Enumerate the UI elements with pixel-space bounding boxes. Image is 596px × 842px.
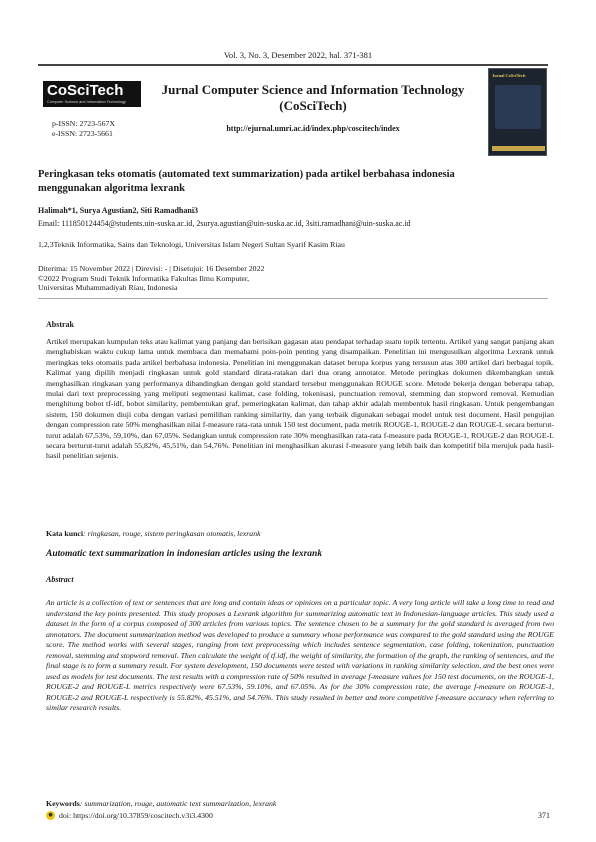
abstrak-heading: Abstrak [46,320,75,329]
journal-title-line1: Jurnal Computer Science and Information Technology [161,82,465,97]
paper-title-line1: Peringkasan teks otomatis (automated text summarization) pada artikel berbahasa indonesia [38,169,455,180]
abstract-heading: Abstract [46,575,74,584]
electronic-issn: e-ISSN: 2723-5661 [52,129,113,138]
section-divider [38,298,548,299]
abstract-text: An article is a collection of text or sentences that are long and contain ideas or opinions on a particular topic. A very long article will take a long time to read and understand the key points presented. This study proposes a Lexrank algorithm for summarizing automatic text in Indonesian-language articles. This study used a dataset in the form of a corpus composed of 300 articles from various topics. The sentence chosen to be a summary for the gold standard is averaged from two annotators. The document summarization method was developed to produce a summary whose performance was compared to the gold standard using the ROUGE score. The method works with several stages, ranging from text preprocessing which includes sentence segmentation, case folding, tokenization, punctuation removal, stemming and stopword removal. Then calculate the weight of tf.idf, the weight of similarity, the formation of the graph, the ranking of sentences, and the final stage is to form a summary result. For system development, 150 documents were tested with variations in ranking similarity selection, and the best ones were used as models for test documents. The test results with a compression rate of 50% resulted in average f-measure values for 150 test documents, on the ROUGE-1, ROUGE-2 and ROUGE-L metrics respectively were 67.53%, 59.10%, and 67.05%. As for the 30% compression rate, the average f-measure on ROUGE-1, ROUGE-2 and ROUGE-L respectively is 55.82%, 45.51%, and 54.76%. This study resulted in better and more competitive f-measure accuracy when referring to similar research results. [46,598,554,712]
logo-text: CoSciTech [47,82,124,99]
doi-line[interactable] [46,811,213,820]
journal-title-line2: (CoSciTech) [279,98,347,113]
abstrak-text: Artikel merupakan kumpulan teks atau kalimat yang panjang dan berisikan gagasan atau pendapat terhadap suatu topik tertentu. Artikel yang sangat panjang akan menghabiskan waktu cukup lama untuk membaca dan memahami poin-poin penting yang disampaikan. Penelitian ini mengusulkan algoritma Lexrank untuk meringkas teks otomatis pada artikel berbahasa indonesia. Penelitian ini menggunakan dataset berupa korpus yang tersusun atas 300 artikel dari berbagai topik. Kalimat yang dipilih menjadi ringkasan untuk gold standard dirata-ratakan dari dua orang annotator. Metode peringkas dokumen dikembangkan untuk menghasilkan ringkasan yang performanya dibandingkan dengan gold standard tersebut menggunakan ROUGE score. Metode bekerja dengan beberapa tahap, mulai dari text preprocessing yang meliputi segmentasi kalimat, case folding, tokenisasi, punctuation removal, stemming dan stopword removal. Kemudian menghitung bobot tf-idf, bobot similarity, pembentukan graf, pemeringkatan kalimat, dan tahap akhir adalah membentuk hasil ringkasan. Untuk pengembangan sistem, 150 dokumen diuji coba dengan variasi pemilihan ranking similarity, dan yang terbaik digunakan sebagai model untuk test document. Hasil pengujian dengan compression rate 50% menghasilkan nilai f-measure rata-rata untuk 150 test document, pada metrik ROUGE-1, ROUGE-2 dan ROUGE-L secara berturut-turut adalah 67,53%, 59,10%, dan 67,05%. Sedangkan untuk compression rate 30% menghasilkan rata-rata f-measure pada ROUGE-1, ROUGE-2 dan ROUGE-L secara berturut-turut adalah 55,82%, 45,51%, dan 54,76%. Penelitian ini menghasilkan akurasi f-measure yang lebih baik dan kompetitif bila merujuk pada hasil-hasil penelitian sejenis. [46,337,554,461]
kata-kunci-values: : ringkasan, rouge, sistem peringkasan otomatis, lexrank [83,529,261,538]
english-title: Automatic text summarization in indonesian articles using the lexrank [46,549,323,559]
logo-subtitle: Computer Science and Information Technology [47,100,126,104]
cover-footer-band [492,146,545,151]
print-issn: p-ISSN: 2723-567X [52,119,116,128]
keywords [46,799,276,808]
header-divider [38,64,548,66]
kata-kunci-label: Kata kunci [46,529,84,538]
doi-link[interactable]: doi: https://doi.org/10.37859/coscitech.v3i3.4300 [59,811,213,820]
paper-title [38,168,553,196]
journal-title [148,82,478,114]
doi-icon: ● [46,811,55,820]
authors: Halimah*1, Surya Agustian2, Siti Ramadhani3 [38,206,199,215]
paper-title-line2: menggunakan algoritma lexrank [38,183,186,194]
dates-line: Diterima: 15 November 2022 | Direvisi: - | Disetujui: 16 Desember 2022 [38,264,265,273]
cover-illustration [495,85,541,129]
issn-block [52,119,115,139]
kata-kunci [46,529,261,538]
copyright-line: ©2022 Program Studi Teknik Informatika Fakultas Ilmu Komputer, [38,273,250,283]
volume-info: Vol. 3, No. 3, Desember 2022, hal. 371-381 [223,50,373,60]
cover-title: Jurnal CoSciTech [492,73,526,78]
journal-url[interactable]: http://ejurnal.umri.ac.id/index.php/coscitech/index [226,124,400,133]
author-emails: Email: 111850124454@students.uin-suska.ac.id, 2surya.agustian@uin-suska.ac.id, 3siti.ramadhani@uin-suska.ac.id [38,219,411,228]
journal-logo [43,81,141,107]
publication-dates [38,264,264,293]
affiliation: 1,2,3Teknik Informatika, Sains dan Teknologi, Universitas Islam Negeri Sultan Syarif Kasim Riau [38,240,345,249]
journal-cover-image [488,68,547,156]
keywords-values: : summarization, rouge, automatic text summarization, lexrank [79,799,277,808]
page-number: 371 [538,811,550,820]
keywords-label: Keywords [46,799,80,808]
university-line: Universitas Muhammadiyah Riau, Indonesia [38,283,178,292]
